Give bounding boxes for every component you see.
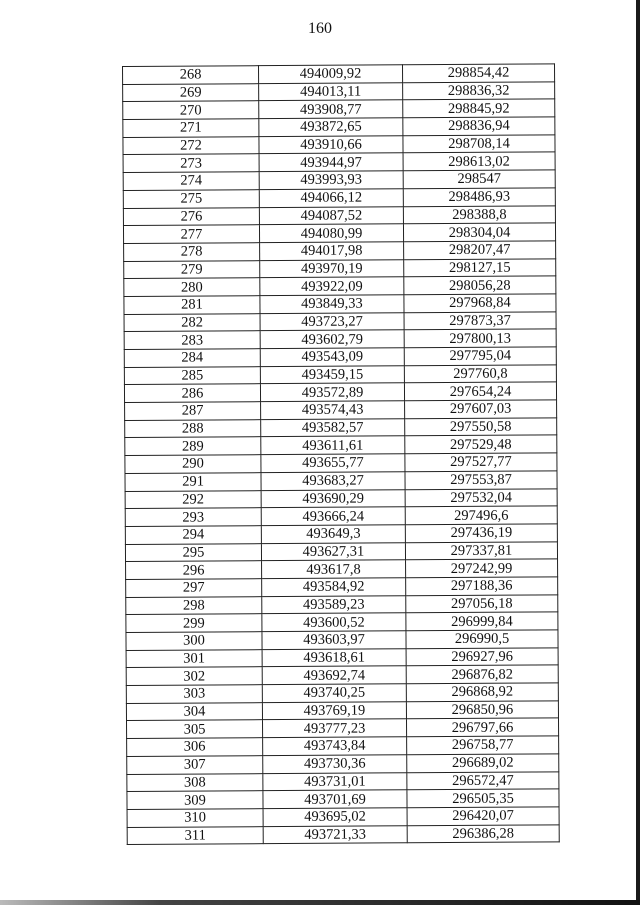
y-coordinate-cell: 296689,02: [407, 754, 559, 773]
y-coordinate-cell: 298854,42: [402, 64, 554, 83]
y-coordinate-cell: 298836,32: [403, 82, 555, 101]
y-coordinate-cell: 298127,15: [404, 258, 556, 277]
x-coordinate-cell: 493617,8: [262, 560, 406, 579]
x-coordinate-cell: 493649,3: [261, 525, 405, 544]
point-number-cell: 301: [126, 649, 262, 668]
point-number-cell: 309: [127, 791, 263, 810]
point-number-cell: 280: [124, 278, 260, 297]
point-number-cell: 277: [123, 225, 259, 244]
point-number-cell: 273: [123, 154, 259, 173]
x-coordinate-cell: 493692,74: [262, 666, 406, 685]
point-number-cell: 284: [124, 349, 260, 368]
y-coordinate-cell: 297800,13: [404, 329, 556, 348]
point-number-cell: 293: [125, 508, 261, 527]
x-coordinate-cell: 493993,93: [259, 171, 403, 190]
point-number-cell: 298: [126, 596, 262, 615]
x-coordinate-cell: 494087,52: [259, 206, 403, 225]
y-coordinate-cell: 297188,36: [406, 577, 558, 596]
point-number-cell: 290: [125, 455, 261, 474]
x-coordinate-cell: 493666,24: [261, 507, 405, 526]
point-number-cell: 305: [127, 720, 263, 739]
x-coordinate-cell: 493611,61: [261, 436, 405, 455]
point-number-cell: 299: [126, 614, 262, 633]
point-number-cell: 269: [123, 83, 259, 102]
point-number-cell: 272: [123, 136, 259, 155]
x-coordinate-cell: 493944,97: [259, 153, 403, 172]
point-number-cell: 287: [125, 402, 261, 421]
point-number-cell: 300: [126, 632, 262, 651]
y-coordinate-cell: 296990,5: [406, 630, 558, 649]
y-coordinate-cell: 296927,96: [406, 648, 558, 667]
y-coordinate-cell: 298547: [403, 170, 555, 189]
point-number-cell: 294: [125, 526, 261, 545]
y-coordinate-cell: 297795,04: [404, 347, 556, 366]
table-row: [127, 824, 559, 844]
x-coordinate-cell: 493574,43: [261, 401, 405, 420]
point-number-cell: 307: [127, 755, 263, 774]
y-coordinate-cell: 297654,24: [404, 382, 556, 401]
y-coordinate-cell: 297532,04: [405, 488, 557, 507]
y-coordinate-cell: 296868,92: [406, 683, 558, 702]
y-coordinate-cell: 296797,66: [406, 718, 558, 737]
point-number-cell: 276: [123, 207, 259, 226]
point-number-cell: 281: [124, 296, 260, 315]
y-coordinate-cell: 297607,03: [405, 400, 557, 419]
scan-edge-bottom: [0, 900, 640, 905]
x-coordinate-cell: 493769,19: [262, 702, 406, 721]
x-coordinate-cell: 493723,27: [260, 312, 404, 331]
point-number-cell: 302: [126, 667, 262, 686]
y-coordinate-cell: 298613,02: [403, 152, 555, 171]
point-number-cell: 283: [124, 331, 260, 350]
x-coordinate-cell: 493908,77: [259, 100, 403, 119]
point-number-cell: 270: [123, 101, 259, 120]
y-coordinate-cell: 298836,94: [403, 117, 555, 136]
y-coordinate-cell: 297550,58: [405, 418, 557, 437]
x-coordinate-cell: 493627,31: [261, 542, 405, 561]
y-coordinate-cell: 296386,28: [407, 824, 559, 843]
point-number-cell: 268: [123, 66, 259, 85]
x-coordinate-cell: 494009,92: [259, 65, 403, 84]
point-number-cell: 296: [126, 561, 262, 580]
x-coordinate-cell: 493695,02: [263, 808, 407, 827]
y-coordinate-cell: 297242,99: [406, 559, 558, 578]
y-coordinate-cell: 296572,47: [407, 771, 559, 790]
y-coordinate-cell: 297529,48: [405, 435, 557, 454]
scan-edge-right: [636, 0, 640, 905]
y-coordinate-cell: 298486,93: [403, 188, 555, 207]
point-number-cell: 271: [123, 119, 259, 138]
y-coordinate-cell: 297553,87: [405, 471, 557, 490]
x-coordinate-cell: 493970,19: [260, 259, 404, 278]
point-number-cell: 292: [125, 490, 261, 509]
point-number-cell: 311: [127, 826, 263, 845]
y-coordinate-cell: 297968,84: [404, 294, 556, 313]
y-coordinate-cell: 298207,47: [404, 241, 556, 260]
point-number-cell: 304: [126, 702, 262, 721]
point-number-cell: 282: [124, 313, 260, 332]
x-coordinate-cell: 493740,25: [262, 684, 406, 703]
y-coordinate-cell: 296850,96: [406, 701, 558, 720]
point-number-cell: 278: [124, 243, 260, 262]
x-coordinate-cell: 493849,33: [260, 295, 404, 314]
y-coordinate-cell: 297496,6: [405, 506, 557, 525]
point-number-cell: 274: [123, 172, 259, 191]
x-coordinate-cell: 493543,09: [260, 348, 404, 367]
x-coordinate-cell: 493721,33: [263, 825, 407, 844]
y-coordinate-cell: 297436,19: [405, 524, 557, 543]
y-coordinate-cell: 297056,18: [406, 594, 558, 613]
y-coordinate-cell: 296420,07: [407, 807, 559, 826]
point-number-cell: 297: [126, 579, 262, 598]
x-coordinate-cell: 494080,99: [259, 224, 403, 243]
point-number-cell: 291: [125, 472, 261, 491]
x-coordinate-cell: 494013,11: [259, 82, 403, 101]
x-coordinate-cell: 493730,36: [263, 755, 407, 774]
x-coordinate-cell: 493584,92: [262, 578, 406, 597]
x-coordinate-cell: 493922,09: [260, 277, 404, 296]
point-number-cell: 303: [126, 685, 262, 704]
point-number-cell: 306: [127, 738, 263, 757]
x-coordinate-cell: 493572,89: [260, 383, 404, 402]
point-number-cell: 288: [125, 419, 261, 438]
x-coordinate-cell: 493582,57: [261, 419, 405, 438]
x-coordinate-cell: 493743,84: [263, 737, 407, 756]
point-number-cell: 310: [127, 809, 263, 828]
x-coordinate-cell: 493459,15: [260, 365, 404, 384]
x-coordinate-cell: 493683,27: [261, 472, 405, 491]
point-number-cell: 275: [123, 189, 259, 208]
y-coordinate-cell: 297527,77: [405, 453, 557, 472]
point-number-cell: 289: [125, 437, 261, 456]
y-coordinate-cell: 298056,28: [404, 276, 556, 295]
coordinates-table: [122, 63, 560, 845]
x-coordinate-cell: 493655,77: [261, 454, 405, 473]
coordinates-table-body: [123, 64, 560, 845]
y-coordinate-cell: 296758,77: [407, 736, 559, 755]
point-number-cell: 295: [125, 543, 261, 562]
y-coordinate-cell: 296876,82: [406, 665, 558, 684]
x-coordinate-cell: 493910,66: [259, 136, 403, 155]
x-coordinate-cell: 493872,65: [259, 118, 403, 137]
x-coordinate-cell: 493777,23: [262, 719, 406, 738]
x-coordinate-cell: 493618,61: [262, 648, 406, 667]
point-number-cell: 279: [124, 260, 260, 279]
point-number-cell: 308: [127, 773, 263, 792]
x-coordinate-cell: 493603,97: [262, 631, 406, 650]
page-number: 160: [308, 20, 332, 37]
y-coordinate-cell: 298708,14: [403, 135, 555, 154]
y-coordinate-cell: 296505,35: [407, 789, 559, 808]
x-coordinate-cell: 494017,98: [260, 242, 404, 261]
x-coordinate-cell: 493602,79: [260, 330, 404, 349]
y-coordinate-cell: 298845,92: [403, 99, 555, 118]
x-coordinate-cell: 493701,69: [263, 790, 407, 809]
x-coordinate-cell: 493589,23: [262, 595, 406, 614]
y-coordinate-cell: 297873,37: [404, 311, 556, 330]
y-coordinate-cell: 297337,81: [405, 541, 557, 560]
point-number-cell: 286: [124, 384, 260, 403]
y-coordinate-cell: 297760,8: [404, 365, 556, 384]
x-coordinate-cell: 493731,01: [263, 772, 407, 791]
y-coordinate-cell: 296999,84: [406, 612, 558, 631]
y-coordinate-cell: 298304,04: [403, 223, 555, 242]
y-coordinate-cell: 298388,8: [403, 205, 555, 224]
point-number-cell: 285: [124, 366, 260, 385]
x-coordinate-cell: 494066,12: [259, 189, 403, 208]
x-coordinate-cell: 493600,52: [262, 613, 406, 632]
x-coordinate-cell: 493690,29: [261, 489, 405, 508]
